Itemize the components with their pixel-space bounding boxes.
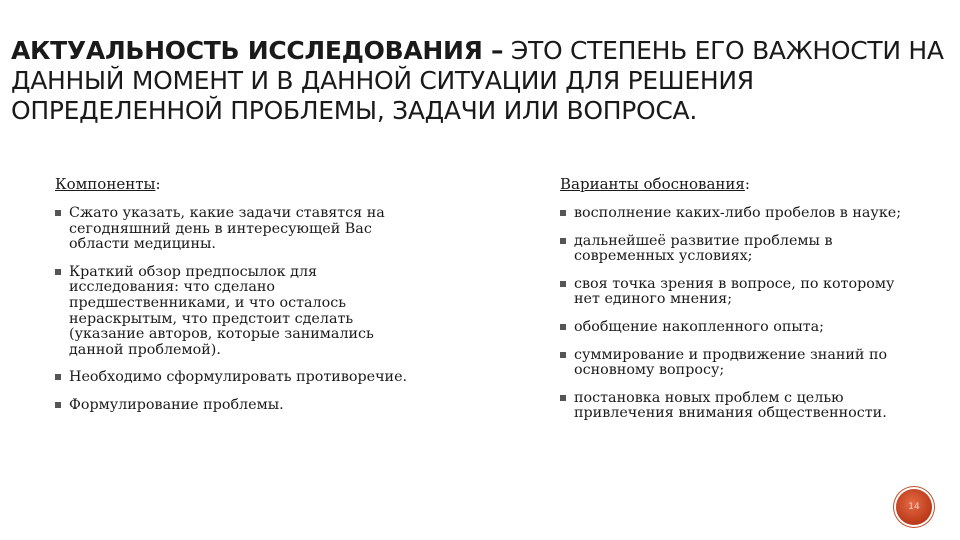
list-item-text: дальнейшеё развитие проблемы в современных условиях;: [574, 232, 833, 265]
list-item: [560, 206, 920, 222]
list-item: [560, 391, 920, 422]
list-item-text: обобщение накопленного опыта;: [574, 318, 824, 335]
slide-number-badge: [896, 489, 932, 525]
components-heading-colon: :: [155, 175, 161, 193]
slide-title: [11, 36, 956, 126]
square-bullet-icon: [55, 374, 61, 380]
list-item: [560, 277, 920, 308]
list-item-text: Сжато указать, какие задачи ставятся на сегодняшний день в интересующей Вас области медицины.: [69, 205, 385, 253]
square-bullet-icon: [560, 395, 566, 401]
components-list: [55, 206, 425, 414]
components-heading-text: Компоненты: [55, 175, 156, 193]
list-item: [55, 370, 425, 386]
components-column: [55, 175, 425, 426]
list-item-text: восполнение каких-либо пробелов в науке;: [574, 205, 902, 221]
square-bullet-icon: [560, 324, 566, 330]
square-bullet-icon: [55, 269, 61, 275]
list-item-text: Формулирование проблемы.: [69, 396, 284, 413]
list-item: [55, 398, 425, 414]
list-item-text: своя точка зрения в вопросе, по которому нет единого мнения;: [574, 275, 895, 308]
justification-list: [560, 206, 920, 422]
list-item-text: постановка новых проблем с целью привлечения внимания общественности.: [574, 389, 887, 422]
justification-column: [560, 175, 920, 434]
list-item-text: суммирование и продвижение знаний по основному вопросу;: [574, 346, 888, 379]
list-item: [560, 320, 920, 336]
components-heading: [55, 175, 425, 193]
square-bullet-icon: [560, 210, 566, 216]
square-bullet-icon: [560, 238, 566, 244]
list-item-text: Необходимо сформулировать противоречие.: [69, 369, 408, 386]
justification-heading-colon: :: [744, 175, 750, 193]
title-bold-part: АКТУАЛЬНОСТЬ ИССЛЕДОВАНИЯ –: [11, 36, 504, 65]
justification-heading: [560, 175, 920, 193]
list-item: [560, 234, 920, 265]
slide-number: 14: [908, 502, 920, 512]
justification-heading-text: Варианты обоснования: [560, 175, 745, 193]
list-item: [55, 265, 425, 359]
list-item: [560, 348, 920, 379]
list-item: [55, 206, 425, 253]
square-bullet-icon: [55, 210, 61, 216]
square-bullet-icon: [55, 402, 61, 408]
square-bullet-icon: [560, 352, 566, 358]
square-bullet-icon: [560, 281, 566, 287]
title-rest: ЭТО СТЕПЕНЬ ЕГО ВАЖНОСТИ НА ДАННЫЙ МОМЕНТ И В ДАННОЙ СИТУАЦИИ ДЛЯ РЕШЕНИЯ ОПРЕДЕЛЕННОЙ ПРОБЛЕМЫ, ЗАДАЧИ ИЛИ ВОПРОСА.: [11, 36, 944, 125]
list-item-text: Краткий обзор предпосылок для исследования: что сделано предшественниками, и что осталось нераскрытым, что предстоит сделать (указание авторов, которые занимались данной проблемой).: [69, 263, 374, 358]
